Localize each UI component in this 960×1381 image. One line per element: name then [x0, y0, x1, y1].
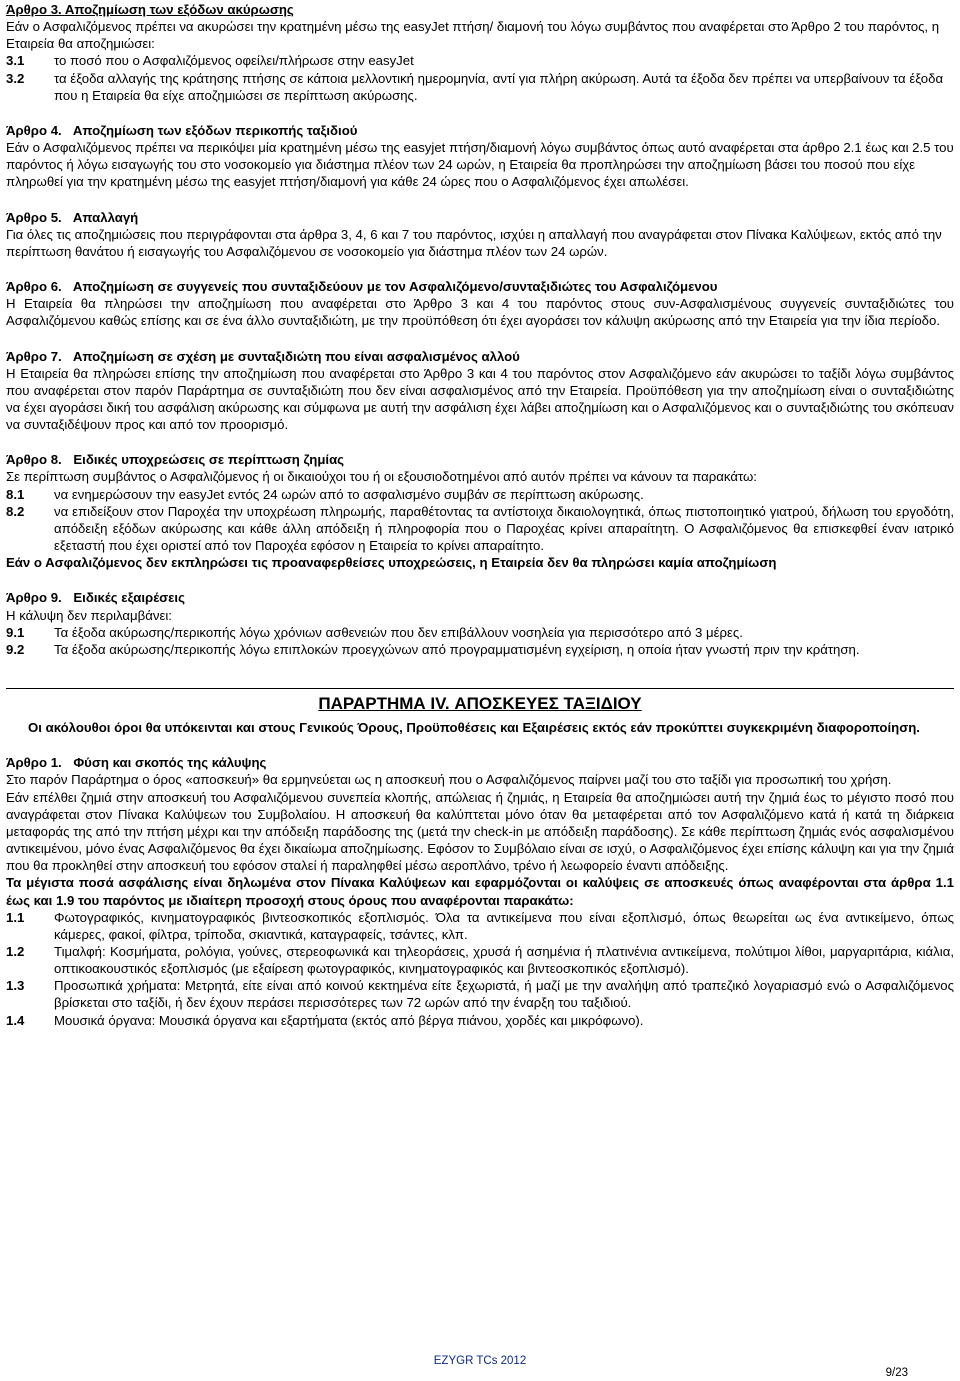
article-3-item-1 — [6, 52, 954, 69]
article-8-item-2 — [6, 503, 954, 554]
article-4-title: Αποζημίωση των εξόδων περικοπής ταξιδιού — [72, 122, 358, 138]
annex-title: ΠΑΡΑΡΤΗΜΑ IV. ΑΠΟΣΚΕΥΕΣ ΤΑΞΙΔΙΟΥ — [6, 688, 954, 715]
article-7-title: Αποζημίωση σε σχέση με συνταξιδιώτη που είναι ασφαλισμένος αλλού — [72, 348, 520, 364]
article-3-item-2 — [6, 70, 954, 104]
annex-item-1 — [6, 909, 954, 943]
article-8-title: Ειδικές υποχρεώσεις σε περίπτωση ζημίας — [73, 452, 345, 468]
article-8-item-1 — [6, 486, 954, 503]
item-text: Φωτογραφικός, κινηματογραφικός βιντεοσκοπικός εξοπλισμός. Όλα τα αντικείμενα που είναι εξοπλισμό, όπως θεωρείται ως ένα αντικείμενο, όπως κάμερες, φακοί, φίλτρα, τρίποδα, σκιαντικά, καταγραφείς, τσάντες, κλπ. — [54, 909, 954, 942]
item-number: 1.1 — [6, 909, 25, 925]
article-7-body: Η Εταιρεία θα πληρώσει επίσης την αποζημίωση που αναφέρεται στο Άρθρο 3 και 4 του παρόντος στον Ασφαλιζόμενο εάν ακυρώσει το ταξίδι λόγω συμβάντος που αναφέρεται στον παρόν Παράρτημα σε συνταξιδιώτη που δεν είναι ασφαλισμένος από την Εταιρεία. Προϋπόθεση για την αποζημίωση είναι ο συνταξιδιώτης να έχει αγοράσει δική του ασφάλιση ακύρωσης και σύμφωνα με αυτή την ασφάλιση έχει λάβει αποζημίωση και ο Ασφαλιζόμενος και ο συνταξιδιώτης του σκόπευαν να συνταξιδέψουν προς και από τον προορισμό. — [6, 365, 954, 433]
article-3-heading — [6, 1, 954, 18]
item-number: 9.2 — [6, 641, 25, 657]
article-9-number: Άρθρο 9. — [6, 590, 62, 606]
item-text: Τα έξοδα ακύρωσης/περικοπής λόγω επιπλοκών προεγχώνων από προγραμματισμένη εγχείριση, η οποία ήταν γνωστή πριν την κράτηση. — [54, 641, 860, 657]
article-4-body: Εάν ο Ασφαλιζόμενος πρέπει να περικόψει μία κρατημένη μέσω της easyjet πτήση/διαμονή λόγω συμβάντος όπως αυτό αναφέρεται στα άρθρο 2.1 έως και 2.5 του παρόντος ή λόγω εισαγωγής του στο νοσοκομείο για διάστημα πλέον των 24 ωρών, η Εταιρεία θα προπληρώσει την αποζημίωση βάσει του ποσού που είχε πληρωθεί για την κρατημένη μέσω της easyjet πτήση/διαμονή για κάθε 24 ώρες που ο Ασφαλιζόμενος έχει απωλέσει. — [6, 140, 954, 190]
article-7-number: Άρθρο 7. — [6, 348, 62, 364]
annex-article-1-title: Φύση και σκοπός της κάλυψης — [73, 755, 267, 771]
annex-paragraph-2: Εάν επέλθει ζημιά στην αποσκευή του Ασφαλιζόμενου συνεπεία κλοπής, απώλειας ή ζημιάς, η Εταιρεία θα αποζημιώσει αυτή την ζημιά έως το μέγιστο ποσό που αναγράφεται στον Πίνακα Καλύψεων του Συμβολαίου. Η αποσκευή θα καλύπτεται μόνο όταν θα μεταφέρεται από τον Ασφαλιζόμενο κατά ή κατά τη διάρκεια μεταφοράς της από την πτήση μέχρι και την απόδειξη παράδοσης της (μετά την check-in με απόδειξη παράδοσης). Σε κάθε περίπτωση ζημιάς ενός ασφαλισμένου αντικειμένου, μόνο ένας Ασφαλιζόμενος θα έχει δικαίωμα αποζημίωσης. Εφόσον το Συμβόλαιο είναι σε ισχύ, ο Ασφαλιζόμενος έχει επίσης κάλυψη και για την ζημιά που θα προκληθεί στην αποσκευή του εφόσον σταλεί ή παραληφθεί μέσω αεροπλάνο, τρένο ή λεωφορείο έναντι απόδειξης. — [6, 789, 954, 874]
item-number: 1.2 — [6, 943, 25, 959]
item-text: Μουσικά όργανα: Μουσικά όργανα και εξαρτήματα (εκτός από βέργα πιάνου, χορδές και μικρόφωνο). — [54, 1012, 644, 1028]
article-9-item-2 — [6, 641, 954, 658]
annex-intro: Οι ακόλουθοι όροι θα υπόκεινται και στους Γενικούς Όρους, Προϋποθέσεις και Εξαιρέσεις εκτός εάν προκύπτει συγκεκριμένη διαφοροποίηση. — [28, 720, 920, 736]
page-number: 9/23 — [885, 1367, 908, 1379]
article-8-number: Άρθρο 8. — [6, 452, 62, 468]
article-8-intro: Σε περίπτωση συμβάντος ο Ασφαλιζόμενος ή οι δικαιούχοι του ή οι εξουσιοδοτημένοι από αυτόν πρέπει να κάνουν τα παρακάτω: — [6, 469, 757, 485]
article-9-item-1 — [6, 624, 954, 641]
item-number: 1.3 — [6, 978, 25, 994]
article-6-title: Αποζημίωση σε συγγενείς που συνταξιδεύουν με τον Ασφαλιζόμενο/συνταξιδιώτες του Ασφαλιζόμενου — [72, 279, 718, 295]
item-number: 8.1 — [6, 486, 25, 502]
article-5-heading — [6, 209, 954, 226]
article-9-title: Ειδικές εξαιρέσεις — [73, 590, 185, 606]
item-number: 1.4 — [6, 1012, 25, 1028]
article-6-number: Άρθρο 6. — [6, 279, 62, 295]
item-text: Τα έξοδα ακύρωσης/περικοπής λόγω χρόνιων ασθενειών που δεν επιβάλλουν νοσηλεία για περισσότερο από 3 μέρες. — [54, 624, 743, 640]
item-number: 3.1 — [6, 53, 25, 69]
article-5-number: Άρθρο 5. — [6, 209, 62, 225]
article-9-intro: Η κάλυψη δεν περιλαμβάνει: — [6, 607, 172, 623]
document-reference: EZYGR TCs 2012 — [433, 1355, 527, 1367]
annex-article-1-heading — [6, 754, 954, 771]
annex-item-4 — [6, 1012, 954, 1029]
annex-paragraph-1: Στο παρόν Παράρτημα ο όρος «αποσκευή» θα ερμηνεύεται ως η αποσκευή που ο Ασφαλιζόμενος παίρνει μαζί του στο ταξίδι για προσωπική του χρήση. — [6, 772, 892, 788]
article-3-number: Άρθρο 3. — [6, 2, 62, 17]
article-4-number: Άρθρο 4. — [6, 122, 62, 138]
item-text: να επιδείξουν στον Παροχέα την υποχρέωση πληρωμής, παραθέτοντας τα αντίστοιχα δικαιολογητικά, όπως πιστοποιητικό γιατρού, δήλωση του εργοδότη, απόδειξη εξόδων ακύρωσης και κάθε άλλη απόδειξη ή πληροφορία που ο Παροχέας κρίνει απαραίτητη. Ο Ασφαλιζόμενος θα επισκεφθεί έναν ιατρικό εξεταστή που έχει οριστεί από τον Παροχέα εφόσον η Εταιρεία το κρίνει απαραίτητο. — [54, 503, 954, 554]
annex-item-2 — [6, 943, 954, 977]
item-number: 8.2 — [6, 503, 25, 519]
article-6-body: Η Εταιρεία θα πληρώσει την αποζημίωση που αναφέρεται στο Άρθρο 3 και 4 του παρόντος στους συν-Ασφαλισμένους συγγενείς συνταξιδιώτες του Ασφαλιζόμενου καθώς επίσης και σε ένα άλλο συνταξιδιώτη, με την προϋπόθεση ότι έχει αγοράσει τον κάλυψη ακύρωσης από την Εταιρεία για την ίδια περίοδο. — [6, 296, 954, 329]
article-8-closing: Εάν ο Ασφαλιζόμενος δεν εκπληρώσει τις προαναφερθείσες υποχρεώσεις, η Εταιρεία δεν θα πληρώσει καμία αποζημίωση — [6, 555, 777, 571]
item-text: να ενημερώσουν την easyJet εντός 24 ωρών από το ασφαλισμένο συμβάν σε περίπτωση ακύρωσης. — [54, 486, 644, 502]
item-number: 3.2 — [6, 70, 25, 86]
annex-paragraph-3: Τα μέγιστα ποσά ασφάλισης είναι δηλωμένα στον Πίνακα Καλύψεων και εφαρμόζονται οι καλύψεις σε αποσκευές όπως αναφέρονται στα άρθρα 1.1 έως και 1.9 του παρόντος με ιδιαίτερη προσοχή στους όρους που αναφέρονται παρακάτω: — [6, 875, 954, 908]
article-6-heading — [6, 278, 954, 295]
item-text: Τιμαλφή: Κοσμήματα, ρολόγια, γούνες, στερεοφωνικά και τηλεοράσεις, χρυσά ή ασημένια ή πλατινένια αντικείμενα, πολύτιμοι λίθοι, μαργαριτάρια, κιάλια, οπτικοακουστικός εξοπλισμός (με εξαίρεση φωτογραφικός, κινηματογραφικός και βιντεοσκοπικός εξοπλισμό). — [54, 943, 954, 977]
article-7-heading — [6, 348, 954, 365]
article-4-heading — [6, 122, 954, 139]
item-text: το ποσό που ο Ασφαλιζόμενος οφείλει/πλήρωσε στην easyJet — [54, 53, 414, 69]
annex-item-3 — [6, 977, 954, 1011]
article-3-title: Αποζημίωση των εξόδων ακύρωσης — [64, 2, 294, 17]
article-8-heading — [6, 451, 954, 468]
article-3-intro: Εάν ο Ασφαλιζόμενος πρέπει να ακυρώσει την κρατημένη μέσω της easyJet πτήση/ διαμονή του λόγω συμβάντος που αναφέρεται στο Άρθρο 2 του παρόντος, η Εταιρεία θα αποζημιώσει: — [6, 19, 940, 52]
article-9-heading — [6, 589, 954, 606]
item-text: Προσωπικά χρήματα: Μετρητά, είτε είναι από κοινού κεκτημένα είτε ξεχωριστά, ή μαζί με την αναλήψη από τραπεζικό λογαριασμό ενώ ο Ασφαλιζόμενος βρίσκεται στο ταξίδι, ή δεν έχουν περάσει περισσότερες των 72 ωρών από την έναρξη του ταξιδιού. — [54, 978, 954, 1011]
annex-article-1-number: Άρθρο 1. — [6, 755, 62, 771]
article-5-title: Απαλλαγή — [72, 209, 139, 225]
article-5-body: Για όλες τις αποζημιώσεις που περιγράφονται στα άρθρα 3, 4, 6 και 7 του παρόντος, ισχύει η απαλλαγή που αναγράφεται στον Πίνακα Καλύψεων, εκτός από την περίπτωση θανάτου ή εισαγωγής του Ασφαλιζόμενου σε νοσοκομείο για διάστημα πλέον των 24 ωρών. — [6, 226, 942, 259]
item-number: 9.1 — [6, 624, 25, 640]
item-text: τα έξοδα αλλαγής της κράτησης πτήσης σε κάποια μελλοντική ημερομηνία, αντί για πλήρη ακύρωση. Αυτά τα έξοδα δεν πρέπει να υπερβαίνουν τα έξοδα που η Εταιρεία θα είχε αποζημιώσει σε περίπτωση ακύρωσης. — [54, 70, 944, 103]
